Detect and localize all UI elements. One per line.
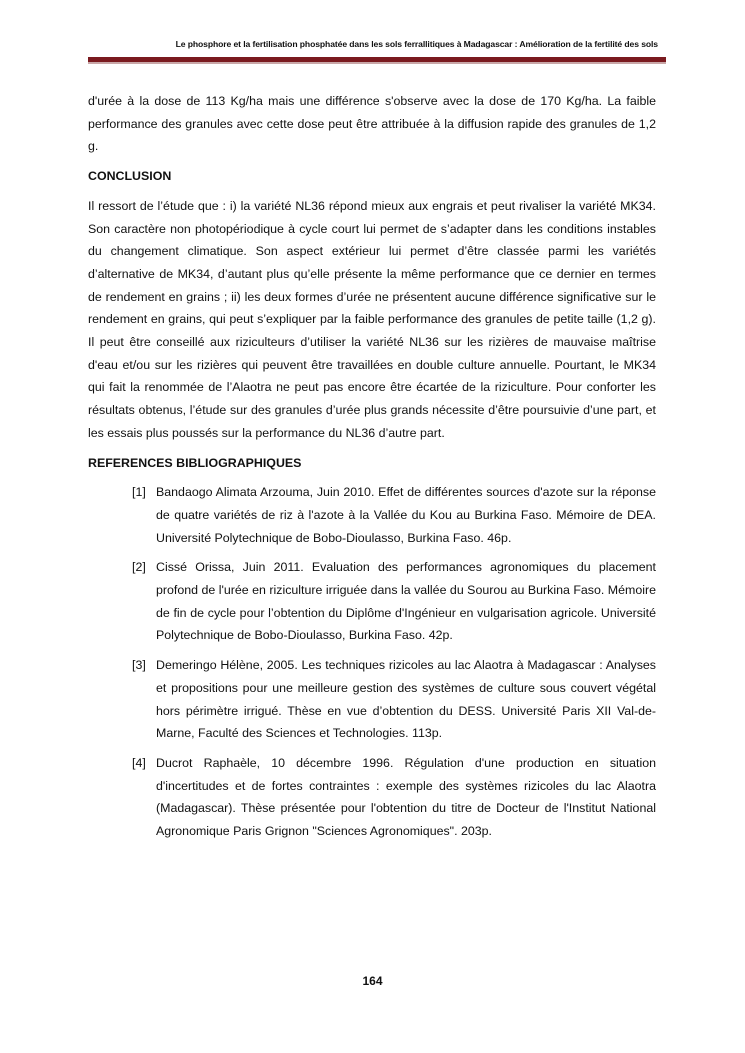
reference-number: [3] — [132, 658, 146, 673]
running-header: Le phosphore et la fertilisation phosphatée dans les sols ferrallitiques à Madagascar : Amélioration de la fertilité des sols — [175, 39, 658, 49]
intro-paragraph: d'urée à la dose de 113 Kg/ha mais une différence s'observe avec la dose de 170 Kg/ha. La faible performance des granules avec cette dose peut être attribuée à la diffusion rapide des granules de 1,2 g. — [88, 94, 656, 154]
header-rule-shadow — [88, 62, 666, 64]
reference-item — [88, 654, 656, 745]
reference-number: [2] — [132, 560, 146, 575]
references-heading: REFERENCES BIBLIOGRAPHIQUES — [88, 455, 302, 470]
reference-text: Bandaogo Alimata Arzouma, Juin 2010. Effet de différentes sources d'azote sur la réponse de quatre variétés de riz à l'azote à la Vallée du Kou au Burkina Faso. Mémoire de DEA. Université Polytechnique de Bobo-Dioulasso, Burkina Faso. 46p. — [156, 485, 656, 545]
reference-text: Cissé Orissa, Juin 2011. Evaluation des performances agronomiques du placement profond de l'urée en riziculture irriguée dans la vallée du Sourou au Burkina Faso. Mémoire de fin de cycle pour l’obtention du Diplôme d'Ingénieur en vulgarisation agricole. Université Polytechnique de Bobo-Dioulasso, Burkina Faso. 42p. — [156, 560, 656, 643]
reference-item — [88, 752, 656, 843]
reference-number: [4] — [132, 755, 146, 770]
reference-item — [88, 481, 656, 549]
conclusion-heading: CONCLUSION — [88, 169, 172, 184]
page-content — [88, 90, 656, 850]
reference-number: [1] — [132, 485, 146, 500]
references-list — [88, 481, 656, 843]
reference-text: Demeringo Hélène, 2005. Les techniques rizicoles au lac Alaotra à Madagascar : Analyses et propositions pour une meilleure gestion des systèmes de culture sous couvert végétal hors périmètre irrigué. Thèse en vue d’obtention du DESS. Université Paris XII Val-de-Marne, Faculté des Sciences et Technologies. 113p. — [156, 658, 656, 741]
reference-item — [88, 556, 656, 647]
conclusion-paragraph: Il ressort de l’étude que : i) la variété NL36 répond mieux aux engrais et peut rivaliser la variété MK34. Son caractère non photopériodique à cycle court lui permet de s’adapter dans les conditions instables du changement climatique. Son aspect extérieur lui permet d’être classée parmi les variétés d’alternative de MK34, d’autant plus qu’elle présente la même performance que ce dernier en termes de rendement en grains ; ii) les deux formes d’urée ne présentent aucune différence significative sur le rendement en grains, qui peut s’expliquer par la faible performance des granules de petite taille (1,2 g). Il peut être conseillé aux riziculteurs d’utiliser la variété NL36 sur les rizières de mauvaise maîtrise d'eau et/ou sur les rizières qui peuvent être travaillées en double culture annuelle. Pourtant, le MK34 qui fait la renommée de l’Alaotra ne peut pas encore être écartée de la riziculture. Pour conforter les résultats obtenus, l’étude sur des granules d’urée plus grands nécessite d’être poursuivie d’une part, et les essais plus poussés sur la performance du NL36 d’autre part. — [88, 198, 656, 440]
reference-text: Ducrot Raphaèle, 10 décembre 1996. Régulation d'une production en situation d'incertitudes et de fortes contraintes : exemple des systèmes rizicoles du lac Alaotra (Madagascar). Thèse présentée pour l'obtention du titre de Docteur de l'Institut National Agronomique Paris Grignon "Sciences Agronomiques". 203p. — [156, 755, 656, 839]
page-number: 164 — [362, 974, 383, 988]
